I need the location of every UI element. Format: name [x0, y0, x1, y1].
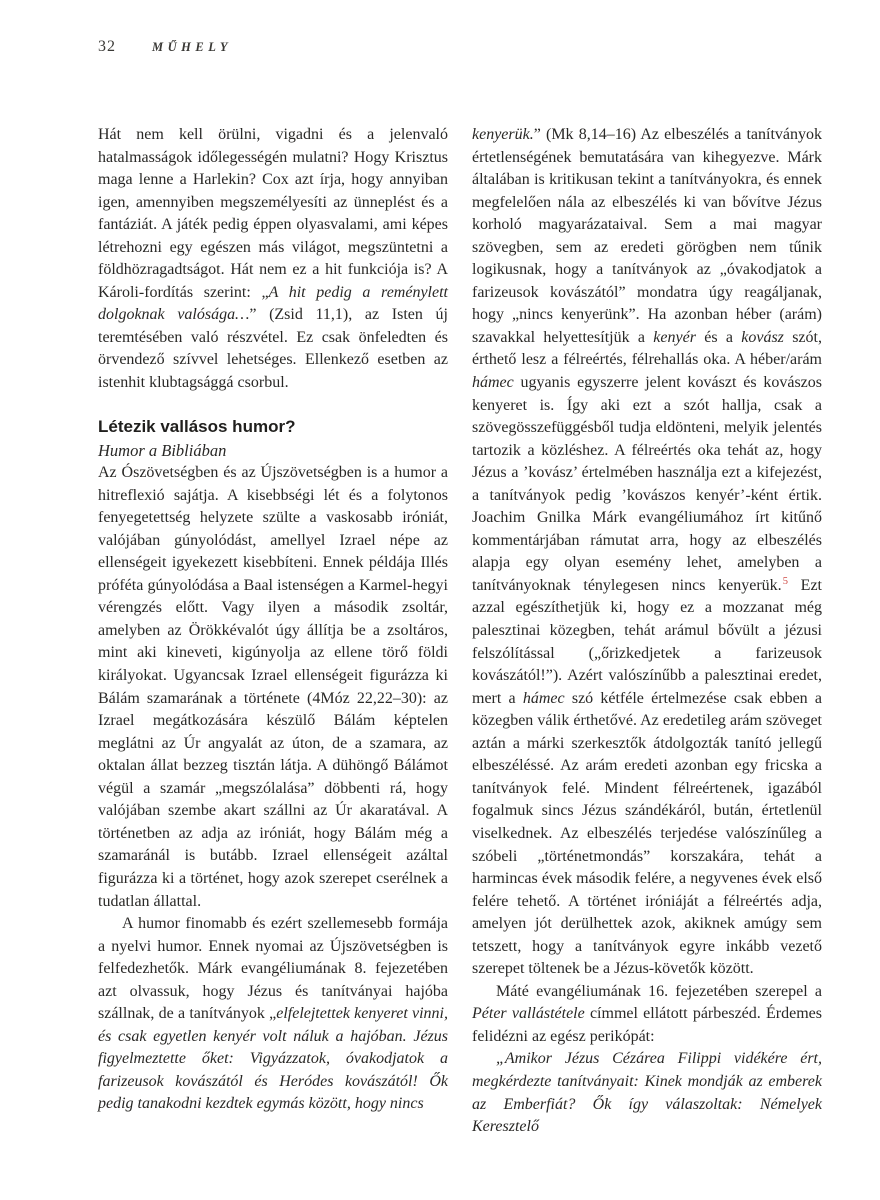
- text-segment: Ezt azzal egészíthetjük ki, hogy ez a mozzanat még palesztinai közegben, tehát arámul bővült a jézusi felszólítással („őrizkedjetek a farizeusok kovászától!”). Azért valószínűbb a palesztinai eredet, mert a: [472, 576, 822, 707]
- text-segment: A humor finomabb és ezért szellemesebb formája a nyelvi humor. Ennek nyomai az Újszövetségben is felfedezhetők. Márk evangéliumának 8. fejezetében azt olvassuk, hogy Jézus és tanítványai hajóba szállnak, de a tanítványok „: [98, 915, 448, 1023]
- italic-segment: kovász: [741, 328, 784, 346]
- running-head: [98, 38, 232, 56]
- text-segment: szót, érthető lesz a félreértés, félrehallás oka. A héber/arám: [472, 328, 822, 369]
- text-segment: ” (Zsid 11,1), az Isten új teremtésében való részvétel. Ez csak önfeledten és örvendező szívvel lehetséges. Ellenkező esetben az istenhit klubtagsággá csorbul.: [98, 306, 448, 392]
- section-subheading: Humor a Bibliában: [98, 440, 227, 460]
- footnote-ref: 5: [782, 575, 788, 587]
- italic-segment: Péter vallástétele: [472, 1005, 585, 1023]
- italic-segment: elfelejtettek kenyeret vinni, és csak egyetlen kenyér volt náluk a hajóban. Jézus figyelmeztette őket: Vigyázzatok, óvakodjatok a farizeusok kovászától és Heródes kovászától! Ők pedig tanakodni kezdtek egymás között, hogy nincs: [98, 1005, 448, 1113]
- text-segment: Hát nem kell örülni, vigadni és a jelenvaló hatalmasságok időlegességén mulatni? Hogy Krisztus maga lenne a Harlekin? Cox azt írja, hogy annyiban igen, amennyiben megszemélyesíti az ünneplést és a fantáziát. A játék pedig éppen olyasvalami, ami képes létrehozni egy egészen más világot, megszüntetni a földhözragadtságot. Hát nem ez a hit funkciója is? A Károli-fordítás szerint: „: [98, 126, 448, 301]
- paragraph-pericope-quote: [472, 1048, 822, 1138]
- paragraph-continuation-faith: [98, 124, 448, 395]
- text-segment: ” (Mk 8,14–16) Az elbeszélés a tanítványok értetlenségének bemutatására van kihegyezve. Márk általában is kritikusan tekint a tanítványokra, és ennek megfelelően nála az elbeszélés ki van bővítve Jézus korholó magyarázataival. Sem a mai magyar szövegben, sem az eredeti görögben nem tűnik logikusnak, hogy a tanítványok az „óvakodjatok a farizeusok kovászától” mondatra úgy reagáljanak, hogy „nincs kenyerünk”. Ha azonban héber (arám) szavakkal helyettesítjük a: [472, 126, 822, 346]
- journal-title: MŰHELY: [152, 40, 233, 54]
- paragraph-mark-misunderstanding: [472, 124, 822, 981]
- page-number: 32: [98, 38, 116, 55]
- right-column: [472, 124, 822, 1139]
- text-segment: Máté evangéliumának 16. fejezetében szerepel a: [496, 982, 822, 1000]
- text-segment: Az Ószövetségben és az Újszövetségben is a humor a hitreflexió sajátja. A kisebbségi lét és a folytonos fenyegetettség helyzete szülte a vaskosabb iróniát, valójában gúnyolódást, amellyel Izrael népe az ellenségeit igyekezett kisebbíteni. Ennek példája Illés próféta gúnyolódása a Baal istenségen a Karmel-hegyi vérengzés előtt. Vagy ilyen a második zsoltár, amelyben az Örökkévalót úgy állítja be a zsoltáros, mint aki kineveti, kigúnyolja az ellene törő földi királyokat. Ugyancsak Izrael ellenségeit figurázza ki Bálám szamarának a története (4Móz 22,22–30): az Izrael megátkozására készülő Bálám képtelen meglátni az Úr angyalát az úton, de a szamara, az oktalan állat bezzeg tisztán látja. A dühöngő Bálámot végül a szamár „megszólalása” döbbenti rá, hogy valójában szembe akart szállni az Úr akaratával. A történetben az adja az iróniát, hogy Bálám még a szamaránál is butább. Izrael ellenségeit azáltal figurázza ki a történet, hogy azok szerepet cserélnek a tudatlan állattal.: [98, 464, 448, 910]
- text-columns: [98, 124, 822, 1139]
- text-segment: ugyanis egyszerre jelent kovászt és kovászos kenyeret is. Így aki ezt a szót hallja, csak a szövegösszefüggésből tudja eldönteni, melyik jelentés tartozik a közléshez. A félreértés oka tehát az, hogy Jézus a ’kovász’ értelmében használja ezt a kifejezést, a tanítványok pedig ’kovászos kenyér’-ként értik. Joachim Gnilka Márk evangéliumához írt kitűnő kommentárjában rámutat arra, hogy az elbeszélés alapja egy olyan esemény lehet, amelyben a tanítványoknak ténylegesen nincs kenyerük.: [472, 374, 822, 594]
- italic-segment: „Amikor Jézus Cézárea Filippi vidékére ért, megkérdezte tanítványait: Kinek mondják az emberek az Emberfiát? Ők így válaszoltak: Némelyek Keresztelő: [472, 1050, 822, 1136]
- left-column: [98, 124, 448, 1139]
- text-segment: szó kétféle értelmezése csak ebben a közegben válik érthetővé. Az eredetileg arám szöveget aztán a márki szerkesztők átdolgozták tanító jellegű elbeszéléssé. Az arám eredeti azonban egy fricska a tanítványok felé. Mindent félreértenek, igazából fogalmuk sincs Jézus szándékáról, bután, értetlenül viselkednek. Az elbeszélés terjedése valószínűleg a szóbeli „történetmondás” korszakára, tehát a harmincas évek második felére, a negyvenes évek első felére tehető. A történet iróniáját a félreértés adja, amelyen jót derülhettek azok, akiknek amúgy sem tetszett, hogy a tanítványok egyre inkább vezető szerepet töltenek be a Jézus-követők között.: [472, 689, 822, 978]
- paragraph-old-testament-humor: [98, 462, 448, 913]
- paragraph-linguistic-humor: [98, 913, 448, 1116]
- italic-segment: kenyér: [653, 328, 696, 346]
- text-segment: címmel ellátott párbeszéd. Érdemes felidézni az egész perikópát:: [472, 1005, 822, 1045]
- text-segment: és a: [695, 328, 742, 346]
- paragraph-matthew-16: [472, 981, 822, 1049]
- section-heading: Létezik vallásos humor?: [98, 416, 296, 436]
- italic-segment: hámec: [522, 689, 565, 707]
- italic-segment: kenyerük.: [472, 126, 534, 143]
- italic-segment: A hit pedig a reménylett dolgoknak valósága…: [98, 283, 448, 324]
- italic-segment: hámec: [472, 374, 514, 392]
